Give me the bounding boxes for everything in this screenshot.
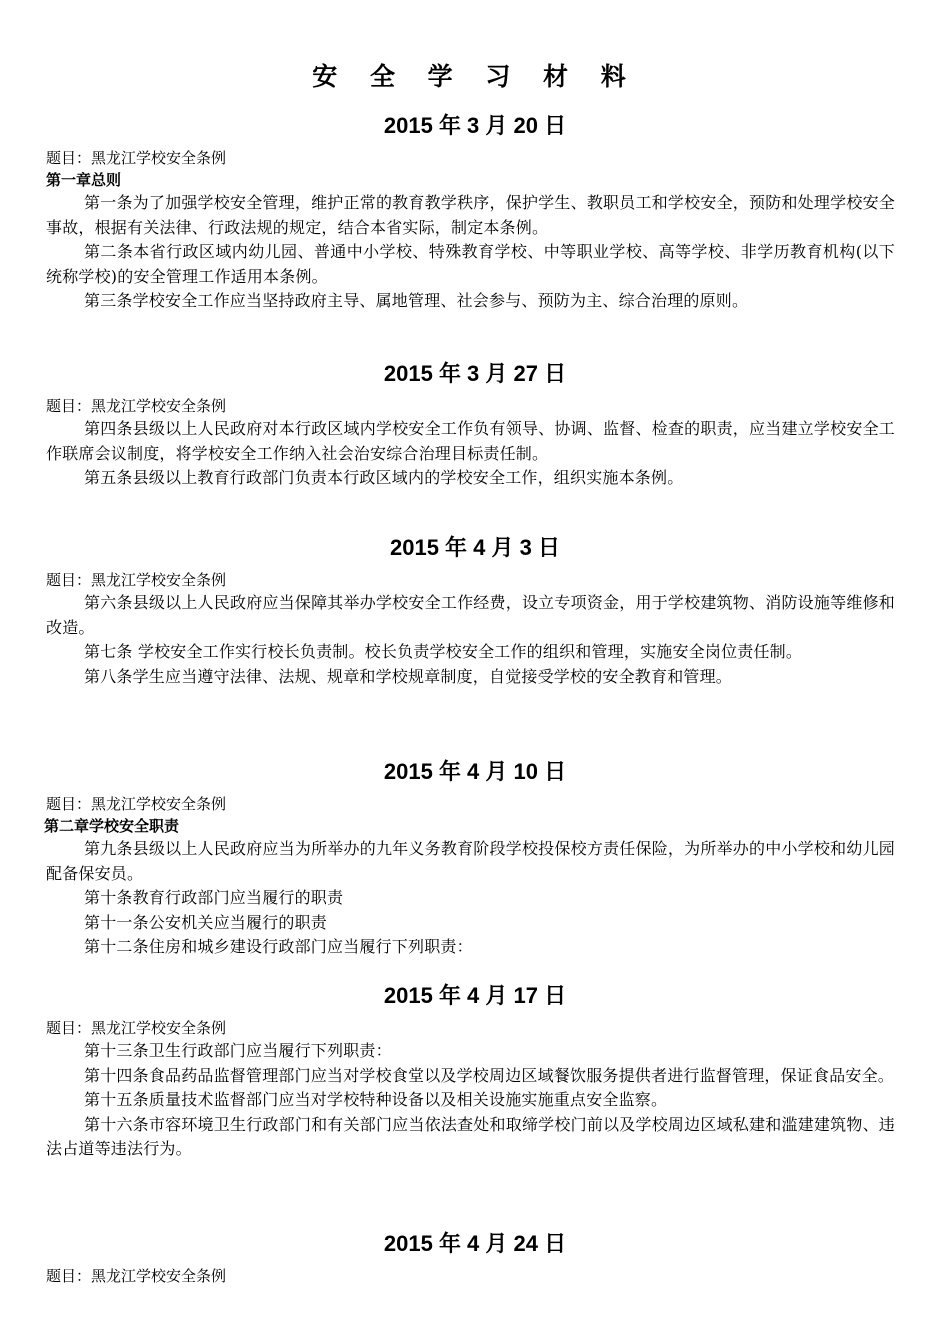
article-paragraph: 第十一条公安机关应当履行的职责 <box>84 912 328 932</box>
section-2015-03-27 <box>0 359 950 491</box>
article-paragraph: 第一条为了加强学校安全管理，维护正常的教育教学秩序，保护学生、教职员工和学校安全，预防和处理学校安全事故，根据有关法律、行政法规的规定，结合本省实际，制定本条例。 <box>46 193 895 237</box>
document-title: 安 全 学 习 材 料 <box>312 62 638 91</box>
section-topic: 题目：黑龙江学校安全条例 <box>46 397 227 415</box>
section-topic: 题目：黑龙江学校安全条例 <box>46 795 227 813</box>
chapter-heading: 第一章总则 <box>46 171 122 189</box>
article-paragraph: 第十六条市容环境卫生行政部门和有关部门应当依法查处和取缔学校门前以及学校周边区域私建和滥建建筑物、违法占道等违法行为。 <box>46 1114 895 1158</box>
section-topic: 题目：黑龙江学校安全条例 <box>46 571 227 589</box>
article-paragraph: 第四条县级以上人民政府对本行政区域内学校安全工作负有领导、协调、监督、检查的职责，应当建立学校安全工作联席会议制度，将学校安全工作纳入社会治安综合治理目标责任制。 <box>46 419 895 463</box>
section-2015-03-20 <box>0 111 950 314</box>
section-2015-04-03 <box>0 533 950 689</box>
article-paragraph: 第十五条质量技术监督部门应当对学校特种设备以及相关设施实施重点安全监察。 <box>84 1090 668 1109</box>
article-paragraph: 第七条 学校安全工作实行校长负责制。校长负责学校安全工作的组织和管理，实施安全岗位责任制。 <box>84 642 803 661</box>
article-paragraph: 第十四条食品药品监督管理部门应当对学校食堂以及学校周边区域餐饮服务提供者进行监督管理，保证食品安全。 <box>84 1065 895 1085</box>
section-topic: 题目：黑龙江学校安全条例 <box>46 1267 227 1285</box>
article-paragraph: 第九条县级以上人民政府应当为所举办的九年义务教育阶段学校投保校方责任保险，为所举办的中小学校和幼儿园配备保安员。 <box>46 839 895 883</box>
section-date: 2015 年 4 月 10 日 <box>383 759 567 784</box>
section-date: 2015 年 4 月 24 日 <box>383 1231 567 1256</box>
section-date: 2015 年 3 月 27 日 <box>383 361 567 386</box>
article-paragraph: 第五条县级以上教育行政部门负责本行政区域内的学校安全工作，组织实施本条例。 <box>84 468 684 487</box>
section-date: 2015 年 4 月 3 日 <box>390 535 560 560</box>
section-2015-04-10 <box>0 757 950 960</box>
chapter-heading: 第二章学校安全职责 <box>44 817 180 835</box>
section-2015-04-24 <box>0 1229 950 1287</box>
article-paragraph: 第八条学生应当遵守法律、法规、规章和学校规章制度，自觉接受学校的安全教育和管理。 <box>84 666 733 686</box>
section-date: 2015 年 3 月 20 日 <box>383 113 567 138</box>
article-paragraph: 第十三条卫生行政部门应当履行下列职责： <box>84 1041 392 1060</box>
article-paragraph: 第十条教育行政部门应当履行的职责 <box>84 888 344 907</box>
article-paragraph: 第二条本省行政区域内幼儿园、普通中小学校、特殊教育学校、中等职业学校、高等学校、非学历教育机构(以下统称学校)的安全管理工作适用本条例。 <box>46 242 895 286</box>
section-topic: 题目：黑龙江学校安全条例 <box>46 149 227 167</box>
section-date: 2015 年 4 月 17 日 <box>383 983 567 1008</box>
section-topic: 题目：黑龙江学校安全条例 <box>46 1019 227 1037</box>
article-paragraph: 第十二条住房和城乡建设行政部门应当履行下列职责： <box>84 937 473 956</box>
article-paragraph: 第六条县级以上人民政府应当保障其举办学校安全工作经费，设立专项资金，用于学校建筑物、消防设施等维修和改造。 <box>46 593 895 637</box>
section-2015-04-17 <box>0 981 950 1162</box>
article-paragraph: 第三条学校安全工作应当坚持政府主导、属地管理、社会参与、预防为主、综合治理的原则。 <box>84 291 749 310</box>
